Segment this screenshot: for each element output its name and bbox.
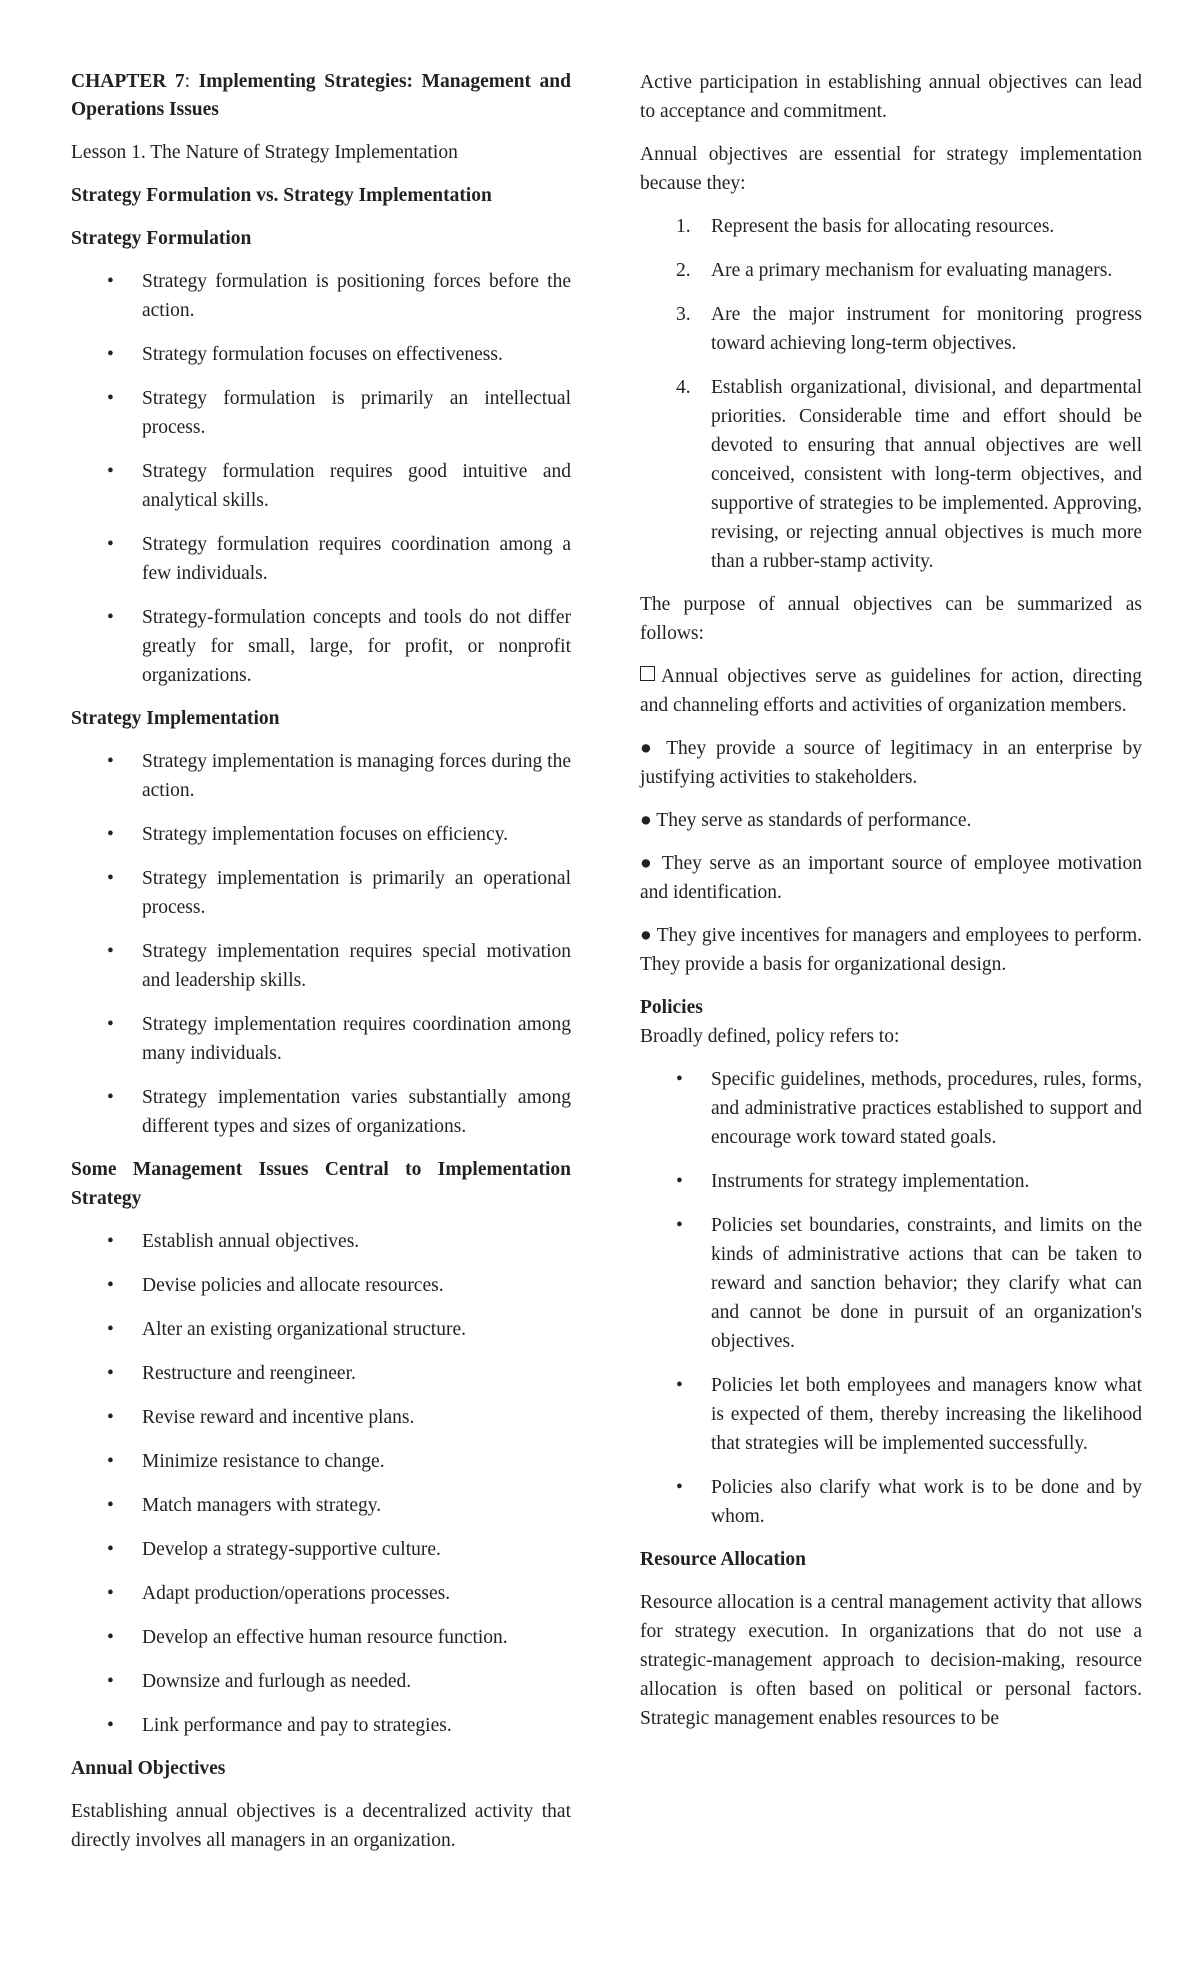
- strategy-implementation-heading: Strategy Implementation: [71, 708, 280, 729]
- strategy-implementation-list: [71, 747, 571, 1141]
- list-item: • Strategy implementation is managing forces during the action.: [71, 747, 571, 805]
- purpose-paragraph: The purpose of annual objectives can be summarized as follows:: [640, 594, 1142, 644]
- list-item: • Strategy implementation requires coordination among many individuals.: [71, 1010, 571, 1068]
- list-item: • Policies let both employees and managers know what is expected of them, thereby increasing the likelihood that strategies will be implemented successfully.: [640, 1371, 1142, 1458]
- list-item: • Establish annual objectives.: [71, 1227, 571, 1256]
- item-text: Establish organizational, divisional, and departmental priorities. Considerable time and effort should be devoted to ensuring that annual objectives are well conceived, consistent with long-term objectives, and supportive of strategies to be implemented. Approving, revising, or rejecting annual objectives is much more than a rubber-stamp activity.: [711, 377, 1142, 572]
- management-issues-list: [71, 1227, 571, 1740]
- item-text: Represent the basis for allocating resources.: [711, 216, 1055, 237]
- resource-allocation-paragraph: Resource allocation is a central management activity that allows for strategy execution. In organizations that do not use a strategic-management approach to decision-making, resource allocation is often based on political or personal factors. Strategic management enables resources to be: [640, 1592, 1142, 1729]
- chapter-number: CHAPTER 7: [71, 71, 185, 92]
- checkbox-icon: [640, 666, 655, 681]
- policies-list: [640, 1065, 1142, 1531]
- list-item: • Develop an effective human resource function.: [71, 1623, 571, 1652]
- item-text: Are a primary mechanism for evaluating managers.: [711, 260, 1113, 281]
- right-column: [640, 68, 1142, 1733]
- list-item: [640, 300, 1142, 358]
- list-item: • Minimize resistance to change.: [71, 1447, 571, 1476]
- chapter-title-text: Implementing Strategies: Management and Operations Issues: [71, 71, 571, 120]
- essential-list: [640, 212, 1142, 576]
- list-item: • Strategy implementation is primarily an operational process.: [71, 864, 571, 922]
- list-item: • Develop a strategy-supportive culture.: [71, 1535, 571, 1564]
- list-item: • Restructure and reengineer.: [71, 1359, 571, 1388]
- list-item: • Downsize and furlough as needed.: [71, 1667, 571, 1696]
- list-item: • Adapt production/operations processes.: [71, 1579, 571, 1608]
- item-number: 3.: [676, 304, 691, 325]
- list-item: • Strategy-formulation concepts and tools do not differ greatly for small, large, for profit, or nonprofit organizations.: [71, 603, 571, 690]
- list-item: • Instruments for strategy implementation.: [640, 1167, 1142, 1196]
- item-text: Are the major instrument for monitoring progress toward achieving long-term objectives.: [711, 304, 1142, 354]
- purpose-first-text: Annual objectives serve as guidelines for action, directing and channeling efforts and activities of organization members.: [640, 666, 1142, 716]
- list-item: • Strategy formulation requires good intuitive and analytical skills.: [71, 457, 571, 515]
- formulation-vs-implementation-heading: Strategy Formulation vs. Strategy Implementation: [71, 185, 492, 206]
- list-item: • Revise reward and incentive plans.: [71, 1403, 571, 1432]
- policies-heading: Policies: [640, 997, 703, 1018]
- list-item: [640, 212, 1142, 241]
- list-item: [640, 256, 1142, 285]
- purpose-item: ● They give incentives for managers and employees to perform. They provide a basis for organizational design.: [640, 925, 1142, 975]
- list-item: [640, 373, 1142, 576]
- item-number: 2.: [676, 260, 691, 281]
- list-item: • Strategy implementation requires special motivation and leadership skills.: [71, 937, 571, 995]
- list-item: • Match managers with strategy.: [71, 1491, 571, 1520]
- list-item: • Strategy formulation is primarily an intellectual process.: [71, 384, 571, 442]
- list-item: • Strategy formulation is positioning forces before the action.: [71, 267, 571, 325]
- list-item: • Specific guidelines, methods, procedures, rules, forms, and administrative practices established to support and encourage work toward stated goals.: [640, 1065, 1142, 1152]
- chapter-title: [71, 68, 571, 124]
- policies-intro: Broadly defined, policy refers to:: [640, 1026, 900, 1047]
- list-item: • Alter an existing organizational structure.: [71, 1315, 571, 1344]
- item-number: 4.: [676, 377, 691, 398]
- essential-paragraph: Annual objectives are essential for strategy implementation because they:: [640, 144, 1142, 194]
- resource-allocation-heading: Resource Allocation: [640, 1549, 806, 1570]
- chapter-separator: :: [184, 71, 191, 92]
- lesson-title: Lesson 1. The Nature of Strategy Implementation: [71, 142, 458, 163]
- list-item: • Strategy formulation requires coordination among a few individuals.: [71, 530, 571, 588]
- strategy-formulation-list: [71, 267, 571, 690]
- list-item: • Policies also clarify what work is to be done and by whom.: [640, 1473, 1142, 1531]
- list-item: • Link performance and pay to strategies.: [71, 1711, 571, 1740]
- annual-objectives-paragraph: Establishing annual objectives is a decentralized activity that directly involves all managers in an organization.: [71, 1801, 571, 1851]
- strategy-formulation-heading: Strategy Formulation: [71, 228, 252, 249]
- purpose-item: ● They serve as an important source of employee motivation and identification.: [640, 853, 1142, 903]
- list-item: • Strategy formulation focuses on effectiveness.: [71, 340, 571, 369]
- list-item: • Devise policies and allocate resources.: [71, 1271, 571, 1300]
- list-item: • Strategy implementation varies substantially among different types and sizes of organizations.: [71, 1083, 571, 1141]
- purpose-first-item: [640, 662, 1142, 720]
- list-item: • Strategy implementation focuses on efficiency.: [71, 820, 571, 849]
- annual-objectives-heading: Annual Objectives: [71, 1758, 226, 1779]
- list-item: • Policies set boundaries, constraints, and limits on the kinds of administrative actions that can be taken to reward and sanction behavior; they clarify what can and cannot be done in pursuit of an organization's objectives.: [640, 1211, 1142, 1356]
- left-column: [71, 68, 571, 1855]
- purpose-item: ● They provide a source of legitimacy in an enterprise by justifying activities to stakeholders.: [640, 738, 1142, 788]
- purpose-item: ● They serve as standards of performance.: [640, 810, 972, 831]
- management-issues-heading: Some Management Issues Central to Implementation Strategy: [71, 1159, 571, 1209]
- participation-paragraph: Active participation in establishing annual objectives can lead to acceptance and commitment.: [640, 72, 1142, 122]
- item-number: 1.: [676, 216, 691, 237]
